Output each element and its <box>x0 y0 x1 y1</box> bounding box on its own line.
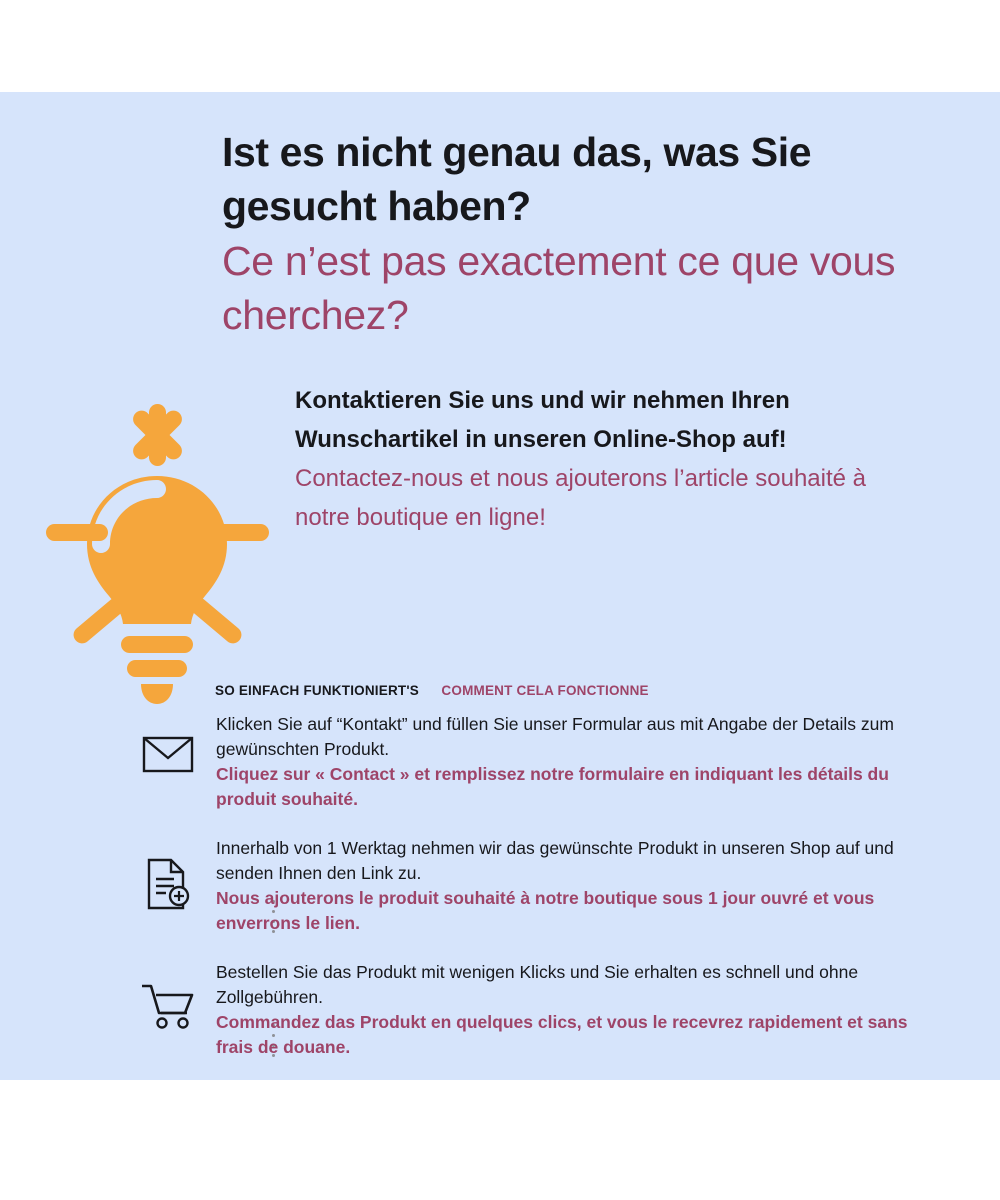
step-text-german: Klicken Sie auf “Kontakt” und füllen Sie unser Formular aus mit Angabe der Details zum gewünschten Produkt. <box>216 714 894 759</box>
list-item <box>120 836 940 960</box>
subhead-french: Contactez-nous et nous ajouterons l’article souhaité à notre boutique en ligne! <box>295 464 867 531</box>
steps-list <box>120 712 940 1084</box>
step-text <box>216 960 940 1059</box>
step-text <box>216 712 940 811</box>
list-item <box>120 960 940 1084</box>
subhead-german: Kontaktieren Sie uns und wir nehmen Ihren Wunschartikel in unseren Online-Shop auf! <box>295 387 790 453</box>
headline-block <box>222 126 942 343</box>
steps-title-french: COMMENT CELA FONCTIONNE <box>441 683 649 698</box>
envelope-icon <box>120 712 216 774</box>
promo-banner <box>0 92 1000 1080</box>
lightbulb-icon <box>38 384 276 724</box>
steps-title <box>215 682 649 700</box>
step-text <box>216 836 940 935</box>
step-text-german: Bestellen Sie das Produkt mit wenigen Klicks und Sie erhalten es schnell und ohne Zollgebühren. <box>216 962 859 1007</box>
list-item <box>120 712 940 836</box>
headline-french: Ce n’est pas exactement ce que vous cherchez? <box>222 238 896 339</box>
steps-title-german: SO EINFACH FUNKTIONIERT'S <box>215 683 419 698</box>
step-text-french: Commandez das Produkt en quelques clics, et vous le recevrez rapidement et sans frais de douane. <box>216 1011 908 1057</box>
step-text-french: Cliquez sur « Contact » et remplissez notre formulaire en indiquant les détails du produit souhaité. <box>216 763 889 809</box>
headline-german: Ist es nicht genau das, was Sie gesucht haben? <box>222 129 812 229</box>
subhead-block <box>295 382 915 538</box>
document-add-icon <box>120 836 216 910</box>
step-text-german: Innerhalb von 1 Werktag nehmen wir das gewünschte Produkt in unseren Shop auf und senden Ihnen den Link zu. <box>216 838 894 883</box>
shopping-cart-icon <box>120 960 216 1030</box>
step-text-french: Nous ajouterons le produit souhaité à notre boutique sous 1 jour ouvré et vous enverrons le lien. <box>216 887 875 933</box>
